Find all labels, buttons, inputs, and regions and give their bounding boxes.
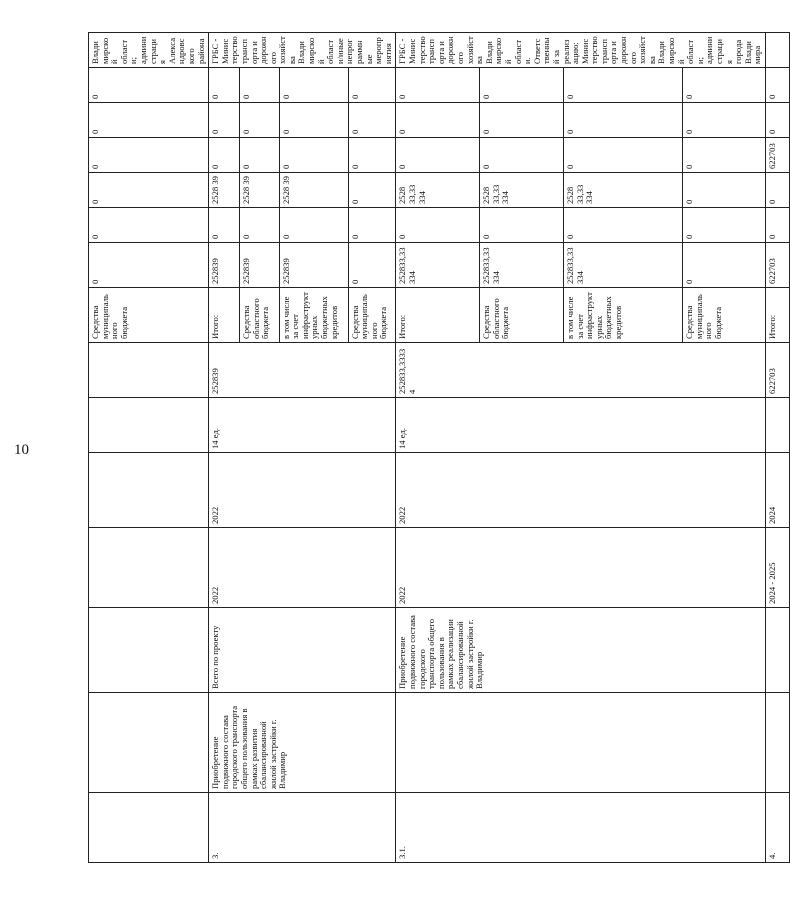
recipient-cell: ГРБС - Министерство транспорта и дорожного хозяйства Владимирской области. Ответственный за реализацию: Министерство транспорта и дорожного хозяйства Владимирской области; администрация города Владимира [396,33,766,68]
value-cell: 0 [239,138,279,173]
empty-cell [89,608,209,693]
value-cell: 0 [348,208,396,243]
rotated-table [88,33,777,863]
value-cell: 0 [396,103,480,138]
empty-cell [89,453,209,528]
value-cell: 0 [89,138,209,173]
source-label: Итого: [209,288,240,343]
source-label: Средства областного бюджета [239,288,279,343]
value-cell: 0 [396,68,480,103]
value-cell: 0 [239,208,279,243]
units-cell: 14 ед. [396,398,766,453]
period-cell: 2024 - 2025 [765,528,789,608]
value-cell: 0 [348,138,396,173]
value-cell: 252839 [239,243,279,288]
value-cell: 0 [765,68,789,103]
value-cell: 0 [279,68,348,103]
value-cell: 0 [279,103,348,138]
value-cell: 2528 33,33 334 [396,173,480,208]
year-cell: 2022 [396,453,766,528]
year-cell: 2024 [765,453,789,528]
source-label: Средства областного бюджета [480,288,564,343]
table-row [396,33,480,863]
value-cell: 0 [209,138,240,173]
value-cell: 0 [279,208,348,243]
total-cell: 252839 [209,343,396,398]
measure-name: Приобретение подвижного состава городского транспорта общего пользования в рамках развития сбалансированной жилой застройки г. Владимир [209,693,396,793]
total-cell: 622703 [765,343,789,398]
table-row [765,33,789,863]
empty-cell [765,693,789,793]
source-label: Средства муниципального бюджета [348,288,396,343]
empty-cell [89,398,209,453]
value-cell: 0 [683,173,766,208]
period-cell: 2022 [209,528,396,608]
value-cell: 252839 [209,243,240,288]
value-cell: 622703 [765,243,789,288]
value-cell: 0 [564,68,683,103]
value-cell: 0 [480,103,564,138]
value-cell: 0 [239,68,279,103]
empty-cell [396,693,766,793]
value-cell: 252839 [279,243,348,288]
value-cell: 0 [348,103,396,138]
value-cell: 0 [480,208,564,243]
table-row [89,33,209,863]
value-cell: 0 [480,138,564,173]
value-cell: 252833,33334 [480,243,564,288]
value-cell: 0 [683,103,766,138]
empty-cell [89,528,209,608]
empty-cell [765,33,789,68]
source-label: Средства муниципального бюджета [89,288,209,343]
value-cell: 0 [89,243,209,288]
value-cell: 0 [348,68,396,103]
value-cell: 0 [564,138,683,173]
value-cell: 0 [209,103,240,138]
value-cell: 0 [279,138,348,173]
row-number: 4. [765,793,789,863]
row-number: 3. [209,793,396,863]
value-cell: 2528 33,33 334 [480,173,564,208]
rotated-table-frame [88,33,777,863]
empty-cell [89,793,209,863]
value-cell: 0 [89,68,209,103]
value-cell: 0 [564,208,683,243]
value-cell: 2528 39 [279,173,348,208]
empty-cell [765,608,789,693]
value-cell: 2528 39 [209,173,240,208]
value-cell: 2528 39 [239,173,279,208]
value-cell: 0 [89,208,209,243]
empty-cell [765,398,789,453]
source-label: Итого: [765,288,789,343]
empty-cell [89,343,209,398]
value-cell: 0 [396,208,480,243]
value-cell: 0 [683,243,766,288]
value-cell: 0 [765,173,789,208]
page-number: 10 [14,442,29,458]
value-cell: 0 [209,68,240,103]
value-cell: 0 [683,68,766,103]
source-label: Средства муниципального бюджета [683,288,766,343]
units-cell: 14 ед. [209,398,396,453]
value-cell: 0 [765,208,789,243]
source-label: в том числе за счет инфраструктурных бюджетных кредитов [279,288,348,343]
value-cell: 0 [348,243,396,288]
value-cell: 0 [239,103,279,138]
value-cell: 0 [683,138,766,173]
value-cell: 622703 [765,138,789,173]
value-cell: 252833,33334 [564,243,683,288]
value-cell: 0 [765,103,789,138]
value-cell: 2528 33,33 334 [564,173,683,208]
value-cell: 252833,33334 [396,243,480,288]
value-cell: 0 [209,208,240,243]
recipient-cell: Владимирской области; администрация Александровского района [89,33,209,68]
value-cell: 0 [89,173,209,208]
value-cell: 0 [564,103,683,138]
table-row [209,33,240,863]
recipient-cell: ГРБС - Министерство транспорта и дорожного хозяйства Владимирской области/иные непрограммные мероприятия [209,33,396,68]
row-number: 3.1. [396,793,766,863]
value-cell: 0 [89,103,209,138]
value-cell: 0 [396,138,480,173]
measure-name: Приобретение подвижного состава городского транспорта общего пользования в рамках реализации сбалансированной жилой застройки г. Владимир [396,608,766,693]
source-label: в том числе за счет инфраструктурных бюджетных кредитов [564,288,683,343]
value-cell: 0 [683,208,766,243]
total-cell: 252833,33334 [396,343,766,398]
period-cell: 2022 [396,528,766,608]
value-cell: 0 [480,68,564,103]
value-cell: 0 [348,173,396,208]
scope-cell: Всего по проекту [209,608,396,693]
year-cell: 2022 [209,453,396,528]
empty-cell [89,693,209,793]
source-label: Итого: [396,288,480,343]
budget-table [88,32,790,863]
